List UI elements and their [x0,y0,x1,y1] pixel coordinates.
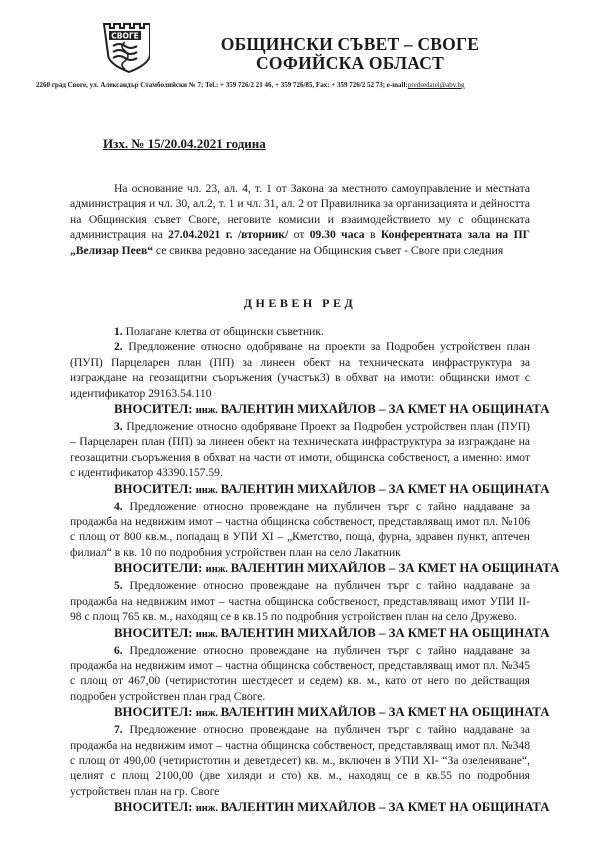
agenda-item [70,339,530,401]
agenda-list [70,324,560,817]
agenda-item-number: 6. [114,643,123,657]
agenda-item [70,499,530,561]
session-date: 27.04.2021 г. /вторник/ [168,228,289,242]
agenda-item-sponsor: ВНОСИТЕЛ: инж. ВАЛЕНТИН МИХАЙЛОВ – ЗА КМЕТ НА ОБЩИНАТА [114,625,550,640]
session-venue: Конферентната зала на ПГ „Велизар Пеев“ [70,228,530,257]
intro-text: в [364,228,381,242]
organization-region: СОФИЙСКА ОБЛАСТ [256,53,444,73]
agenda-item-text: Предложение относно одобряване Проект за Подробен устройствен план (ПУП) – Парцеларен план (ПП) за линеен обект на техническата инфраструктура за изграждане на геозащитни съоръжения в обхват на части от имоти, общинска собственост, а именно: имот с идентификатор 43390.157.59. [70,420,530,480]
agenda-item-text: Предложение относно одобряване на проекти за Подробен устройствен план (ПУП) Парцеларен план (ПП) за линеен обект на техническата инфраструктура за изграждане на геозащитни съоръжения (участък3) в обхват на имоти: общински имот с идентификатор 29163.54.110 [70,340,530,400]
agenda-item-number: 4. [114,499,123,513]
organization-name: ОБЩИНСКИ СЪВЕТ – СВОГЕ [220,34,480,54]
intro-text: се свиква редовно заседание на Общинския съвет - Своге при следния [153,243,504,257]
contact-info [36,81,596,89]
svg-text:СВОГЕ: СВОГЕ [111,31,139,41]
agenda-item-number: 3. [114,420,123,434]
agenda-item-text: Предложение относно провеждане на публичен търг с тайно наддаване за продажба на недвижим имот – частна общинска собственост, представляващ имот пл. №348 с площ от 490,00 (четиристотин и деветдесет) кв. м., включен в УПИ XI- “За озеленяване“, целият с площ 2100,00 (две хиляди и сто) кв. м., находящ се в кв.55 по подробния устройствен план на гр. Своге [70,723,530,798]
agenda-item-text: Полагане клетва от общински съветник. [122,325,324,338]
agenda-item-sponsor: ВНОСИТЕЛ: инж. ВАЛЕНТИН МИХАЙЛОВ – ЗА КМЕТ НА ОБЩИНАТА [114,481,550,496]
email-link[interactable]: predsedatel@abv.bg [407,81,465,89]
intro-text: от [288,228,310,242]
agenda-item-sponsor: ВНОСИТЕЛ: инж. ВАЛЕНТИН МИХАЙЛОВ – ЗА КМЕТ НА ОБЩИНАТА [114,705,550,720]
agenda-item [70,722,530,799]
intro-text: На основание чл. 23, ал. 4, т. 1 от Закона за местното самоуправление и местната администрация и чл. 30, ал.2, т. 1 и чл. 31, ал. 2 от Правилника за организацията и дейността на Общинския съвет Своге, неговите комисии и взаимодействието му с общинската администрация на [70,182,530,242]
agenda-item-sponsor: ВНОСИТЕЛ: инж. ВАЛЕНТИН МИХАЙЛОВ – ЗА КМЕТ НА ОБЩИНАТА [114,402,550,417]
outgoing-reference-number: Изх. № 15/20.04.2021 година [103,136,266,151]
agenda-item-number: 7. [114,723,123,737]
agenda-item [70,419,530,481]
agenda-item-number: 2. [114,340,123,354]
agenda-item-text: Предложение относно провеждане на публичен търг с тайно наддаване за продажба на недвижим имот – частна общинска собственост, представляващ имот пл. №106 с площ от 800 кв.м., попадащ в УПИ XI – „Кметство, поща, фурна, здравен пункт, аптечен филиал“ в кв. 10 по подробния устройствен план на село Лакатник [70,499,530,559]
agenda-item-number: 1. [114,325,123,338]
agenda-item-sponsor: ВНОСИТЕЛ: инж. ВАЛЕНТИН МИХАЙЛОВ – ЗА КМЕТ НА ОБЩИНАТА [114,800,550,815]
agenda-item-sponsor: ВНОСИТЕЛИ: инж. ВАЛЕНТИН МИХАЙЛОВ – ЗА КМЕТ НА ОБЩИНАТА [114,561,560,576]
agenda-item-text: Предложение относно провеждане на публичен търг с тайно наддаване за продажба на недвижим имот – частна общинска собственост, представляващ имот пл. №345 с площ от 467,00 (четиристотин шестдесет и седем) кв. м., като от него по действащия подробен устройствен план град Своге. [70,643,530,703]
contact-address-phones: 2260 град Своге, ул. Александър Стамболийски № 7; Tel.: + 359 726/2 21 46, + 359 726/85, Fax: + 359 726/2 52 73; e-mail: [36,81,408,89]
agenda-item [70,643,530,705]
agenda-item [70,578,530,624]
session-time: 09.30 часа [309,228,365,242]
agenda-title: ДНЕВЕН РЕД [243,296,357,310]
agenda-item [70,324,530,339]
agenda-item-text: Предложение относно провеждане на публичен търг с тайно наддаване за продажба на недвижим имот – частна общинска собственост, представляващ имот УПИ II-98 с площ 765 кв. м., находящ се в кв.15 по подробния устройствен план на село Дружево. [70,579,530,624]
intro-paragraph [70,181,530,258]
agenda-item-number: 5. [114,579,123,593]
